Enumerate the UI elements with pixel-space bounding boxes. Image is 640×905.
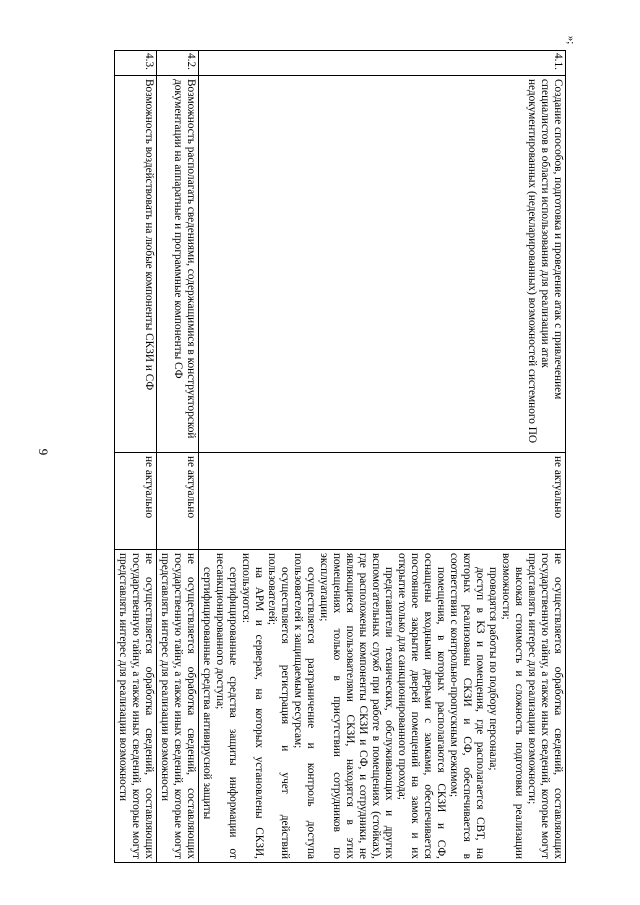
measure-item: осуществляется разграничение и контроль доступа пользователей к защищаемым ресурсам;	[292, 553, 317, 859]
row-number: 4.3.	[115, 51, 157, 76]
threats-table	[114, 50, 566, 863]
measure-item: высокая стоимость и сложность подготовки реализации возможности;	[500, 553, 525, 859]
relevance-status: не актуально	[199, 453, 566, 550]
measures-cell	[157, 550, 199, 863]
measure-item: проводятся работы по подбору персонала;	[487, 567, 499, 771]
measure-item: представители технических, обслуживающих и других вспомогательных служб при работе в помещениях (стойках), где расположены компоненты СКЗИ и СФ, и сотрудники, не являющиеся пользователями СКЗИ, находятся в этих помещениях только в присутствии сотрудников по эксплуатации;	[318, 553, 395, 859]
row-number: 4.2.	[157, 51, 199, 76]
rotated-table-content	[93, 50, 566, 863]
table-row	[157, 51, 199, 863]
measures-intro: не осуществляется обработка сведений, составляющих государственную тайну, а также иных сведений, которые могут представлять интерес для реализации возможности	[117, 553, 155, 859]
measure-item: помещения, в которых располагаются СКЗИ и СФ, оснащены входными дверьми с замками, обеспечивается постоянное закрытие дверей помещений на замок и их открытие только для санкционированного прохода;	[396, 553, 447, 859]
measure-item: доступ в КЗ и помещения, где располагается СВТ, на которых реализованы СКЗИ и СФ, обеспечивается в соответствии с контрольно-пропускным режимом;	[448, 553, 486, 859]
relevance-status: не актуально	[157, 453, 199, 550]
row-number: 4.1.	[199, 51, 566, 76]
measure-item: сертифицированные средства защиты информации от несанкционированного доступа;	[214, 553, 239, 859]
page-number: 9	[36, 448, 51, 456]
measures-cell	[199, 550, 566, 863]
rotated-table-frame	[93, 50, 566, 863]
measure-item: осуществляется регистрация и учет действий пользователей;	[266, 553, 291, 859]
threat-description: Возможность располагать сведениями, содержащимися в конструкторской документации на аппаратные и программные компоненты СФ	[157, 76, 199, 453]
margin-mark: »;	[565, 35, 577, 45]
table-row	[115, 51, 157, 863]
measures-intro: не осуществляется обработка сведений, составляющих государственную тайну, а также иных сведений, которые могут представлять интерес для реализации возможности	[159, 553, 197, 859]
measure-item: на АРМ и серверах, на которых установлены СКЗИ, используются:	[240, 553, 265, 859]
measure-item: сертифицированные средства антивирусной защиты	[201, 567, 213, 820]
relevance-status: не актуально	[115, 453, 157, 550]
threat-description: Создание способов, подготовка и проведение атак с привлечением специалистов в области использования для реализации атак недокументированных (недекларированных) возможностей системного ПО	[199, 76, 566, 453]
table-row	[199, 51, 566, 863]
threat-description: Возможность воздействовать на любые компоненты СКЗИ и СФ	[115, 76, 157, 453]
measures-cell	[115, 550, 157, 863]
measures-intro: не осуществляется обработка сведений, составляющих государственную тайну, а также иных сведений, которые могут представлять интерес для реализации возможности;	[526, 553, 564, 859]
